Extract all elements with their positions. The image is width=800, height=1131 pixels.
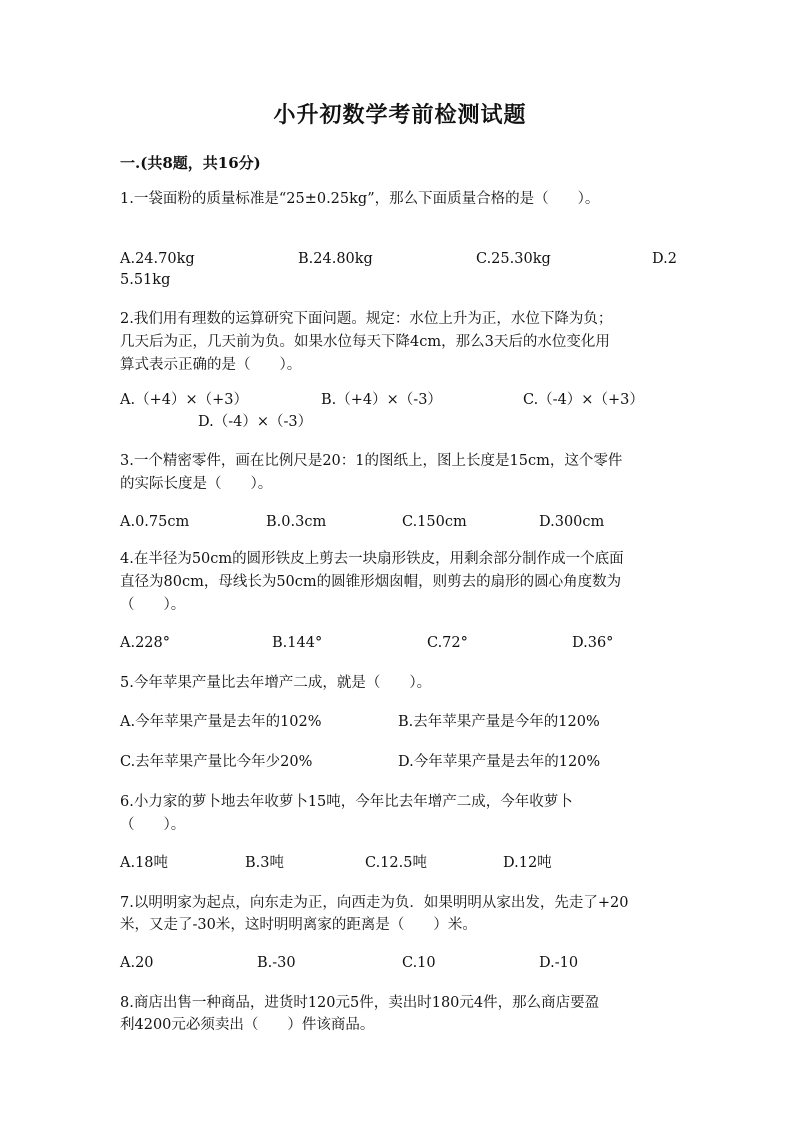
section-header: 一.(共8题，共16分) <box>120 154 261 172</box>
option-c: C.25.30kg <box>476 251 551 267</box>
option-a: A.228° <box>120 635 171 651</box>
option-b: B.24.80kg <box>298 251 373 267</box>
option-d: D.今年苹果产量是去年的120% <box>398 754 601 770</box>
option-d: D.300cm <box>539 514 605 530</box>
option-d-continued: 5.51kg <box>120 272 171 288</box>
question-text: （ ）。 <box>120 597 186 613</box>
option-b: B.-30 <box>257 955 296 971</box>
option-b: B.（+4）×（-3） <box>321 392 442 408</box>
option-b: B.0.3cm <box>266 514 327 530</box>
option-a: A.（+4）×（+3） <box>120 392 248 408</box>
question-text: 米，又走了-30米，这时明明离家的距离是（ ）米。 <box>120 917 477 933</box>
question-text: 直径为80cm，母线长为50cm的圆锥形烟囱帽，则剪去的扇形的圆心角度数为 <box>120 574 622 590</box>
option-a: A.今年苹果产量是去年的102% <box>120 714 322 730</box>
option-c: C.（-4）×（+3） <box>523 392 644 408</box>
option-a: A.0.75cm <box>120 514 190 530</box>
question-text: 7.以明明家为起点，向东走为正，向西走为负．如果明明从家出发，先走了+20 <box>120 895 629 911</box>
option-b: B.3吨 <box>245 855 284 871</box>
option-c: C.去年苹果产量比今年少20% <box>120 754 313 770</box>
question-text: 的实际长度是（ ）。 <box>120 476 273 492</box>
question-text: 4.在半径为50cm的圆形铁皮上剪去一块扇形铁皮，用剩余部分制作成一个底面 <box>120 551 624 567</box>
question-text: 2.我们用有理数的运算研究下面问题。规定：水位上升为正，水位下降为负； <box>120 311 613 327</box>
question-text: （ ）。 <box>120 817 186 833</box>
option-d: D.2 <box>652 251 677 267</box>
option-a: A.18吨 <box>120 855 169 871</box>
question-text: 3.一个精密零件，画在比例尺是20：1的图纸上，图上长度是15cm，这个零件 <box>120 453 623 469</box>
question-text: 1.一袋面粉的质量标准是“25±0.25kg”，那么下面质量合格的是（ ）。 <box>120 191 600 207</box>
option-c: C.12.5吨 <box>365 855 427 871</box>
question-text: 算式表示正确的是（ ）。 <box>120 357 302 373</box>
option-c: C.72° <box>427 635 468 651</box>
question-text: 利4200元必须卖出（ ）件该商品。 <box>120 1017 375 1033</box>
question-text: 5.今年苹果产量比去年增产二成，就是（ ）。 <box>120 675 432 691</box>
question-text: 6.小力家的萝卜地去年收萝卜15吨，今年比去年增产二成，今年收萝卜 <box>120 794 573 810</box>
option-d: D.36° <box>572 635 614 651</box>
option-d: D.12吨 <box>503 855 552 871</box>
option-b: B.144° <box>272 635 323 651</box>
page-title: 小升初数学考前检测试题 <box>273 102 527 128</box>
option-d: D.-10 <box>539 955 579 971</box>
question-text: 8.商店出售一种商品，进货时120元5件，卖出时180元4件，那么商店要盈 <box>120 995 600 1011</box>
option-a: A.24.70kg <box>120 251 195 267</box>
question-text: 几天后为正，几天前为负。如果水位每天下降4cm，那么3天后的水位变化用 <box>120 334 610 350</box>
option-b: B.去年苹果产量是今年的120% <box>398 714 600 730</box>
option-d: D.（-4）×（-3） <box>198 414 313 430</box>
option-a: A.20 <box>120 955 154 971</box>
option-c: C.10 <box>402 955 436 971</box>
option-c: C.150cm <box>402 514 467 530</box>
